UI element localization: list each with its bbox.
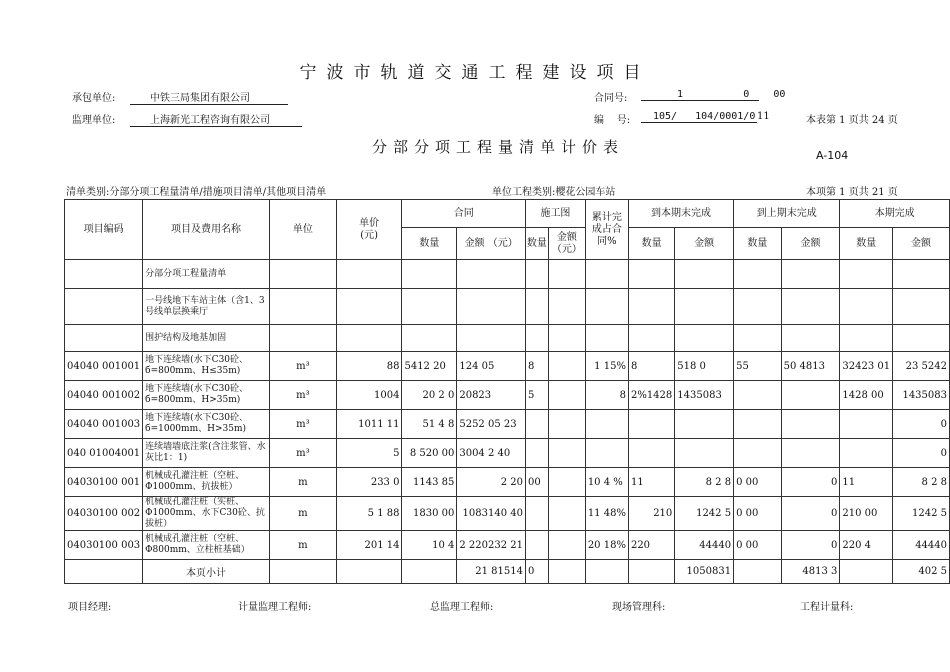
table-cell [336, 260, 402, 289]
table-cell: 1083140 40 [457, 497, 526, 531]
table-cell: 5412 20 [402, 352, 457, 381]
subtotal-row [65, 560, 950, 584]
header-to-last: 到上期末完成 [734, 200, 840, 228]
table-cell [734, 289, 782, 325]
table-cell [734, 560, 782, 584]
table-cell [585, 560, 628, 584]
table-cell [548, 325, 585, 352]
table-cell [525, 497, 548, 531]
table-cell [675, 439, 734, 468]
table-cell: 5252 05 23 [457, 410, 526, 439]
table-cell [402, 560, 457, 584]
table-cell: 8 [628, 352, 674, 381]
table-cell: 210 [628, 497, 674, 531]
table-cell [548, 381, 585, 410]
header-unit: 单位 [269, 200, 336, 260]
table-cell [840, 560, 893, 584]
table-cell [734, 325, 782, 352]
table-cell: 0 [893, 439, 950, 468]
table-cell [781, 289, 840, 325]
header-cum-pct: 累计完成占合同% [585, 200, 628, 260]
table-row [65, 439, 950, 468]
table-cell: 1435083 [675, 381, 734, 410]
table-cell: 44440 [893, 531, 950, 560]
table-cell: 本页小计 [143, 560, 270, 584]
table-cell: 0 00 [734, 531, 782, 560]
table-cell: 04040 001003 [65, 410, 143, 439]
table-cell: m³ [269, 352, 336, 381]
list-type: 清单类别:分部分项工程量清单/措施项目清单/其他项目清单 [66, 187, 327, 198]
table-cell [628, 260, 674, 289]
table-cell [675, 260, 734, 289]
table-cell: 0 00 [734, 497, 782, 531]
table-cell: 88 [336, 352, 402, 381]
table-cell: 124 05 [457, 352, 526, 381]
table-cell: 10 4 [402, 531, 457, 560]
table-cell: 32423 01 [840, 352, 893, 381]
quantity-table [64, 199, 950, 584]
table-cell: m [269, 497, 336, 531]
table-cell [734, 410, 782, 439]
table-cell: 11 48% [585, 497, 628, 531]
table-row [65, 381, 950, 410]
table-cell [336, 325, 402, 352]
table-cell [734, 381, 782, 410]
table-cell [675, 289, 734, 325]
table-cell [585, 289, 628, 325]
table-cell: 11 [628, 468, 674, 497]
form-code: A-104 [816, 149, 849, 162]
table-cell: 50 4813 [781, 352, 840, 381]
table-cell: 1050831 [675, 560, 734, 584]
table-cell [269, 560, 336, 584]
table-cell [628, 325, 674, 352]
table-cell [548, 531, 585, 560]
table-cell: 1242 5 [893, 497, 950, 531]
table-cell: 20 2 0 [402, 381, 457, 410]
table-cell [628, 410, 674, 439]
table-cell: 5 1 88 [336, 497, 402, 531]
table-cell [402, 325, 457, 352]
table-cell: 1 15% [585, 352, 628, 381]
table-cell: m [269, 468, 336, 497]
table-cell: 围护结构及地基加固 [143, 325, 270, 352]
table-row [65, 410, 950, 439]
table-cell: 0 [781, 468, 840, 497]
serial-label: 编 号: [594, 115, 631, 126]
table-cell: 地下连续墙(水下C30砼、б=800mm、H>35m) [143, 381, 270, 410]
table-cell [65, 560, 143, 584]
table-cell: 2 20 [457, 468, 526, 497]
table-cell: 1830 00 [402, 497, 457, 531]
table-cell: m [269, 531, 336, 560]
table-cell [840, 325, 893, 352]
header-contract-qty: 数量 [402, 228, 457, 260]
table-row [65, 531, 950, 560]
table-row [65, 497, 950, 531]
header-last-qty: 数量 [734, 228, 782, 260]
header-drawing-qty: 数量 [525, 228, 548, 260]
table-cell [402, 260, 457, 289]
item-page: 本项第 1 页共 21 页 [806, 187, 898, 198]
table-cell: 2 220232 21 [457, 531, 526, 560]
table-cell: 1242 5 [675, 497, 734, 531]
header-this-amount: 金额 [893, 228, 950, 260]
table-cell [781, 325, 840, 352]
table-cell: 8 2 8 [675, 468, 734, 497]
serial-suffix: 11 [757, 111, 770, 122]
table-cell [65, 325, 143, 352]
header-code: 项目编码 [65, 200, 143, 260]
table-cell: 1428 00 [840, 381, 893, 410]
table-cell [628, 439, 674, 468]
header-this-qty: 数量 [840, 228, 893, 260]
table-cell: 0 [781, 531, 840, 560]
table-cell [840, 439, 893, 468]
table-cell: 8 2 8 [893, 468, 950, 497]
table-cell [628, 289, 674, 325]
table-cell: 3004 2 40 [457, 439, 526, 468]
table-cell: 5 [525, 381, 548, 410]
table-cell: 51 4 8 [402, 410, 457, 439]
table-row [65, 325, 950, 352]
table-cell: 220 [628, 531, 674, 560]
table-row [65, 468, 950, 497]
table-cell [548, 352, 585, 381]
table-cell [269, 260, 336, 289]
table-cell [840, 410, 893, 439]
table-cell: 机械成孔灌注桩（空桩、Φ800mm、立柱桩基础） [143, 531, 270, 560]
header-this-period: 本期完成 [840, 200, 950, 228]
table-cell: 分部分项工程量清单 [143, 260, 270, 289]
table-cell [525, 325, 548, 352]
table-cell: 00 [525, 468, 548, 497]
table-row [65, 260, 950, 289]
contractor-value: 中铁三局集团有限公司 [130, 89, 288, 105]
table-cell: 机械成孔灌注桩（空桩、Φ1000mm、抗拔桩） [143, 468, 270, 497]
table-cell: 地下连续墙(水下C30砼、б=1000mm、H>35m) [143, 410, 270, 439]
table-cell: 0 [781, 497, 840, 531]
table-cell [525, 531, 548, 560]
table-cell [781, 410, 840, 439]
table-cell: 23 5242 [893, 352, 950, 381]
table-cell: 1011 11 [336, 410, 402, 439]
table-cell: 21 81514 [457, 560, 526, 584]
table-cell [675, 410, 734, 439]
table-cell: 地下连续墙(水下C30砼、б=800mm、H≤35m) [143, 352, 270, 381]
table-cell [840, 289, 893, 325]
table-cell: 402 5 [893, 560, 950, 584]
contractor-label: 承包单位: [72, 93, 116, 104]
signature-eng: 工程计量科: [800, 602, 854, 613]
table-cell [734, 439, 782, 468]
table-cell [675, 325, 734, 352]
table-cell [734, 260, 782, 289]
table-cell: 0 00 [734, 468, 782, 497]
supervisor-value: 上海新光工程咨询有限公司 [130, 111, 302, 127]
table-title: 分部分项工程量清单计价表 [372, 138, 625, 156]
table-cell: 44440 [675, 531, 734, 560]
table-cell: 5 [336, 439, 402, 468]
table-row [65, 289, 950, 325]
signature-measure: 计量监理工程师: [238, 602, 312, 613]
header-contract: 合同 [402, 200, 526, 228]
table-cell [336, 560, 402, 584]
header-current-qty: 数量 [628, 228, 674, 260]
table-cell [893, 260, 950, 289]
table-cell [840, 260, 893, 289]
header-contract-amount: 金额 （元） [457, 228, 526, 260]
table-cell [457, 325, 526, 352]
table-cell: m³ [269, 439, 336, 468]
table-cell [548, 260, 585, 289]
table-cell: 4813 3 [781, 560, 840, 584]
table-cell: 1435083 [893, 381, 950, 410]
table-cell [525, 439, 548, 468]
table-cell [457, 260, 526, 289]
table-cell [585, 325, 628, 352]
table-cell [893, 325, 950, 352]
table-cell: 11 [840, 468, 893, 497]
supervisor-label: 监理单位: [72, 115, 116, 126]
table-cell: 一号线地下车站主体（含1、3号线单层换乘厅 [143, 289, 270, 325]
page-info: 本表第 1 页共 24 页 [806, 115, 898, 126]
table-cell: 10 4 % [585, 468, 628, 497]
table-cell: 2%1428 [628, 381, 674, 410]
table-cell [585, 260, 628, 289]
header-drawing: 施工图 [525, 200, 585, 228]
table-cell [269, 289, 336, 325]
table-cell [548, 560, 585, 584]
table-cell: 20823 [457, 381, 526, 410]
table-cell: 04030100 002 [65, 497, 143, 531]
table-cell: 机械成孔灌注桩（实桩、Φ1000mm、水下C30砼、抗拔桩） [143, 497, 270, 531]
table-cell [781, 439, 840, 468]
table-cell: 1004 [336, 381, 402, 410]
table-cell: m³ [269, 381, 336, 410]
header-current-amount: 金额 [675, 228, 734, 260]
unit-type: 单位工程类别:樱花公园车站 [492, 187, 616, 198]
table-cell [548, 497, 585, 531]
table-cell [65, 260, 143, 289]
table-cell: 0 [525, 560, 548, 584]
table-cell [585, 439, 628, 468]
table-cell [269, 325, 336, 352]
table-cell: 连续墙墙底注浆(含注浆管、水灰比1：1) [143, 439, 270, 468]
table-cell: 210 00 [840, 497, 893, 531]
serial-value: 105/ 104/0001/0 [641, 111, 757, 123]
table-cell [65, 289, 143, 325]
table-cell: 201 14 [336, 531, 402, 560]
table-cell: m³ [269, 410, 336, 439]
table-cell [457, 289, 526, 325]
table-cell: 1143 85 [402, 468, 457, 497]
contract-no-value: 1 0 00 [641, 89, 759, 101]
table-cell: 518 0 [675, 352, 734, 381]
table-cell [525, 260, 548, 289]
table-cell: 04040 001001 [65, 352, 143, 381]
table-row [65, 352, 950, 381]
table-cell: 220 4 [840, 531, 893, 560]
table-cell: 040 01004001 [65, 439, 143, 468]
table-cell [585, 410, 628, 439]
header-last-amount: 金额 [781, 228, 840, 260]
table-cell: 8 [525, 352, 548, 381]
header-drawing-amount: 金额（元） [548, 228, 585, 260]
document-title: 宁波市轨道交通工程建设项目 [299, 63, 651, 83]
table-cell: 8 520 00 [402, 439, 457, 468]
contract-no-label: 合同号: [594, 93, 628, 104]
table-cell: 233 0 [336, 468, 402, 497]
table-cell: 8 [585, 381, 628, 410]
table-cell [781, 381, 840, 410]
table-cell [781, 260, 840, 289]
table-cell [525, 289, 548, 325]
table-cell [402, 289, 457, 325]
header-to-current: 到本期末完成 [628, 200, 733, 228]
signature-pm: 项目经理: [68, 602, 112, 613]
table-cell [893, 289, 950, 325]
table-cell: 0 [893, 410, 950, 439]
header-price: 单价 (元) [336, 200, 402, 260]
table-cell [548, 289, 585, 325]
table-cell [548, 468, 585, 497]
table-cell [525, 410, 548, 439]
table-cell: 20 18% [585, 531, 628, 560]
table-cell [628, 560, 674, 584]
table-cell [548, 439, 585, 468]
table-cell: 55 [734, 352, 782, 381]
table-cell: 04040 001002 [65, 381, 143, 410]
signature-chief: 总监理工程师: [430, 602, 494, 613]
table-cell [548, 410, 585, 439]
table-cell: 04030100 001 [65, 468, 143, 497]
table-cell: 04030100 003 [65, 531, 143, 560]
signature-site: 现场管理科: [612, 602, 666, 613]
header-name: 项目及费用名称 [143, 200, 270, 260]
table-cell [336, 289, 402, 325]
